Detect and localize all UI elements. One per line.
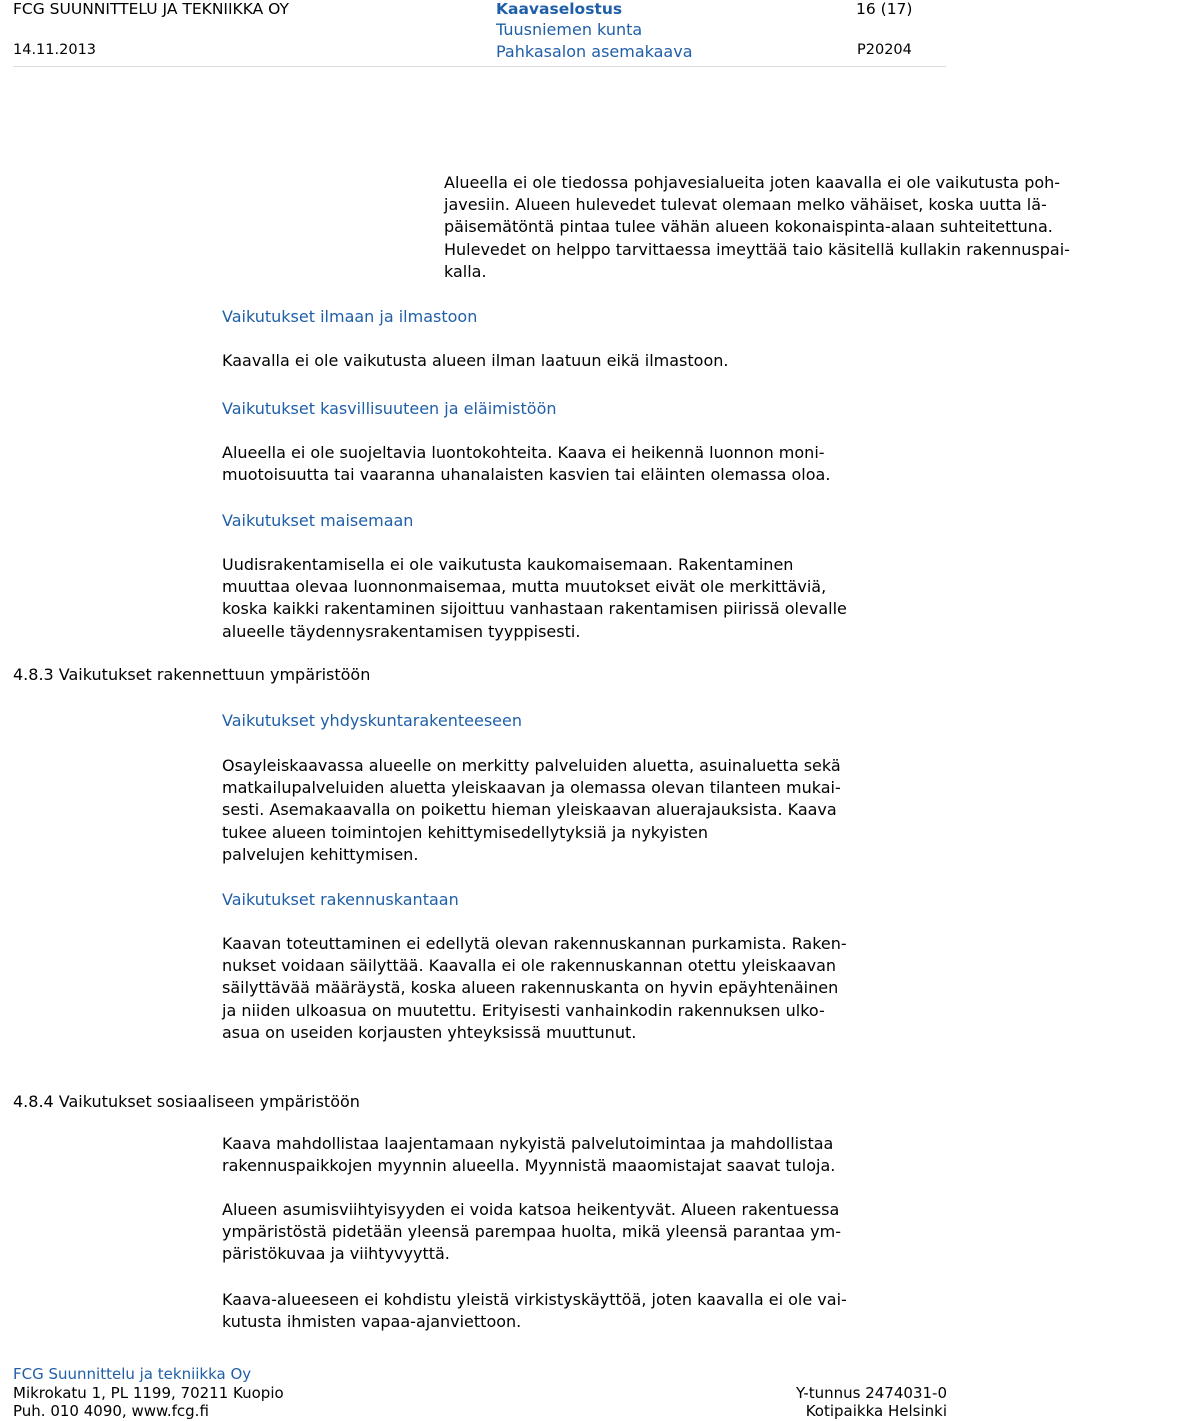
footer-domicile: Kotipaikka Helsinki <box>805 1402 947 1420</box>
paragraph-line: kutusta ihmisten vapaa-ajanviettoon. <box>222 1312 522 1332</box>
header-plan-name: Pahkasalon asemakaava <box>496 42 693 61</box>
header-project-code: P20204 <box>857 42 912 58</box>
footer-phone-web: Puh. 010 4090, www.fcg.fi <box>13 1402 209 1420</box>
heading-landscape: Vaikutukset maisemaan <box>222 511 414 530</box>
heading-air-climate: Vaikutukset ilmaan ja ilmastoon <box>222 307 478 326</box>
paragraph-line: Osayleiskaavassa alueelle on merkitty palveluiden aluetta, asuinaluetta sekä <box>222 756 841 775</box>
paragraph-line: sesti. Asemakaavalla on poikettu hieman yleiskaavan aluerajauksista. Kaava <box>222 800 837 820</box>
paragraph-line: muuttaa olevaa luonnonmaisemaa, mutta muutokset eivät ole merkittäviä, <box>222 577 827 597</box>
paragraph-line: päisemätöntä pintaa tulee vähän alueen kokonaispinta-alaan suhteitettuna. <box>444 217 1053 237</box>
paragraph-line: Hulevedet on helppo tarvittaessa imeyttää taio käsitellä kullakin rakennuspai- <box>444 239 1070 259</box>
paragraph-line: tukee alueen toimintojen kehittymisedellytyksiä ja nykyisten <box>222 822 708 842</box>
heading-building-stock: Vaikutukset rakennuskantaan <box>222 890 459 909</box>
footer-address: Mikrokatu 1, PL 1199, 70211 Kuopio <box>13 1384 284 1402</box>
paragraph-line: nukset voidaan säilyttää. Kaavalla ei ole rakennuskannan otettu yleiskaavan <box>222 956 837 976</box>
paragraph-building-stock <box>222 933 955 1044</box>
paragraph-line: palvelujen kehittymisen. <box>222 844 419 864</box>
section-heading-4-8-4: 4.8.4 Vaikutukset sosiaaliseen ympäristöön <box>13 1092 360 1111</box>
heading-flora-fauna: Vaikutukset kasvillisuuteen ja eläimistöön <box>222 399 557 418</box>
paragraph-line: Uudisrakentamisella ei ole vaikutusta kaukomaisemaan. Rakentaminen <box>222 555 794 574</box>
paragraph-line: päristökuvaa ja viihtyvyyttä. <box>222 1244 450 1264</box>
paragraph-line: matkailupalveluiden aluetta yleiskaavan ja olemassa olevan tilanteen mukai- <box>222 778 841 798</box>
paragraph-line: javesiin. Alueen hulevedet tulevat olemaan melko vähäiset, koska uutta lä- <box>444 195 1047 215</box>
paragraph-social-2 <box>222 1199 955 1266</box>
paragraph-line: kalla. <box>444 261 487 281</box>
footer-company: FCG Suunnittelu ja tekniikka Oy <box>13 1365 252 1383</box>
paragraph-air-climate: Kaavalla ei ole vaikutusta alueen ilman laatuun eikä ilmastoon. <box>222 351 729 370</box>
paragraph-line: Kaavan toteuttaminen ei edellytä olevan rakennuskannan purkamista. Raken- <box>222 934 847 953</box>
paragraph-line: koska kaikki rakentaminen sijoittuu vanhastaan rakentamisen piirissä olevalle <box>222 599 847 619</box>
section-heading-4-8-3: 4.8.3 Vaikutukset rakennettuun ympäristöön <box>13 665 371 684</box>
heading-community-structure: Vaikutukset yhdyskuntarakenteeseen <box>222 711 522 730</box>
paragraph-line: Alueella ei ole suojeltavia luontokohteita. Kaava ei heikennä luonnon moni- <box>222 443 825 462</box>
paragraph-line: alueelle täydennysrakentamisen tyyppisesti. <box>222 621 581 641</box>
footer-business-id: Y-tunnus 2474031-0 <box>795 1384 947 1402</box>
paragraph-line: rakennuspaikkojen myynnin alueella. Myynnistä maaomistajat saavat tuloja. <box>222 1156 836 1176</box>
header-divider <box>13 66 946 67</box>
paragraph-community-structure <box>222 755 955 866</box>
paragraph-social-3 <box>222 1289 955 1333</box>
paragraph-line: ympäristöstä pidetään yleensä parempaa huolta, mikä yleensä parantaa ym- <box>222 1222 842 1242</box>
paragraph-flora-fauna <box>222 442 955 486</box>
paragraph-social-1 <box>222 1133 955 1177</box>
paragraph-line: Alueen asumisviihtyisyyden ei voida katsoa heikentyvät. Alueen rakentuessa <box>222 1200 840 1219</box>
paragraph-line: asua on useiden korjausten yhteyksissä muuttunut. <box>222 1022 637 1042</box>
paragraph-line: Kaava mahdollistaa laajentamaan nykyistä palvelutoimintaa ja mahdollistaa <box>222 1134 834 1153</box>
header-company: FCG SUUNNITTELU JA TEKNIIKKA OY <box>13 0 289 18</box>
paragraph-line: säilyttävää määräystä, koska alueen rakennuskanta on hyvin epäyhtenäinen <box>222 978 839 998</box>
paragraph-groundwater <box>444 172 1177 283</box>
paragraph-line: Kaava-alueeseen ei kohdistu yleistä virkistyskäyttöä, joten kaavalla ei ole vai- <box>222 1290 847 1309</box>
paragraph-line: muotoisuutta tai vaaranna uhanalaisten kasvien tai eläinten olemassa oloa. <box>222 465 831 485</box>
header-doc-type: Kaavaselostus <box>496 0 623 18</box>
paragraph-line: Alueella ei ole tiedossa pohjavesialueita joten kaavalla ei ole vaikutusta poh- <box>444 173 1061 192</box>
header-date: 14.11.2013 <box>13 42 97 58</box>
paragraph-line: ja niiden ulkoasua on muutettu. Erityisesti vanhainkodin rakennuksen ulko- <box>222 1000 825 1020</box>
header-municipality: Tuusniemen kunta <box>496 20 643 39</box>
header-page-number: 16 (17) <box>856 0 913 18</box>
paragraph-landscape <box>222 554 955 643</box>
